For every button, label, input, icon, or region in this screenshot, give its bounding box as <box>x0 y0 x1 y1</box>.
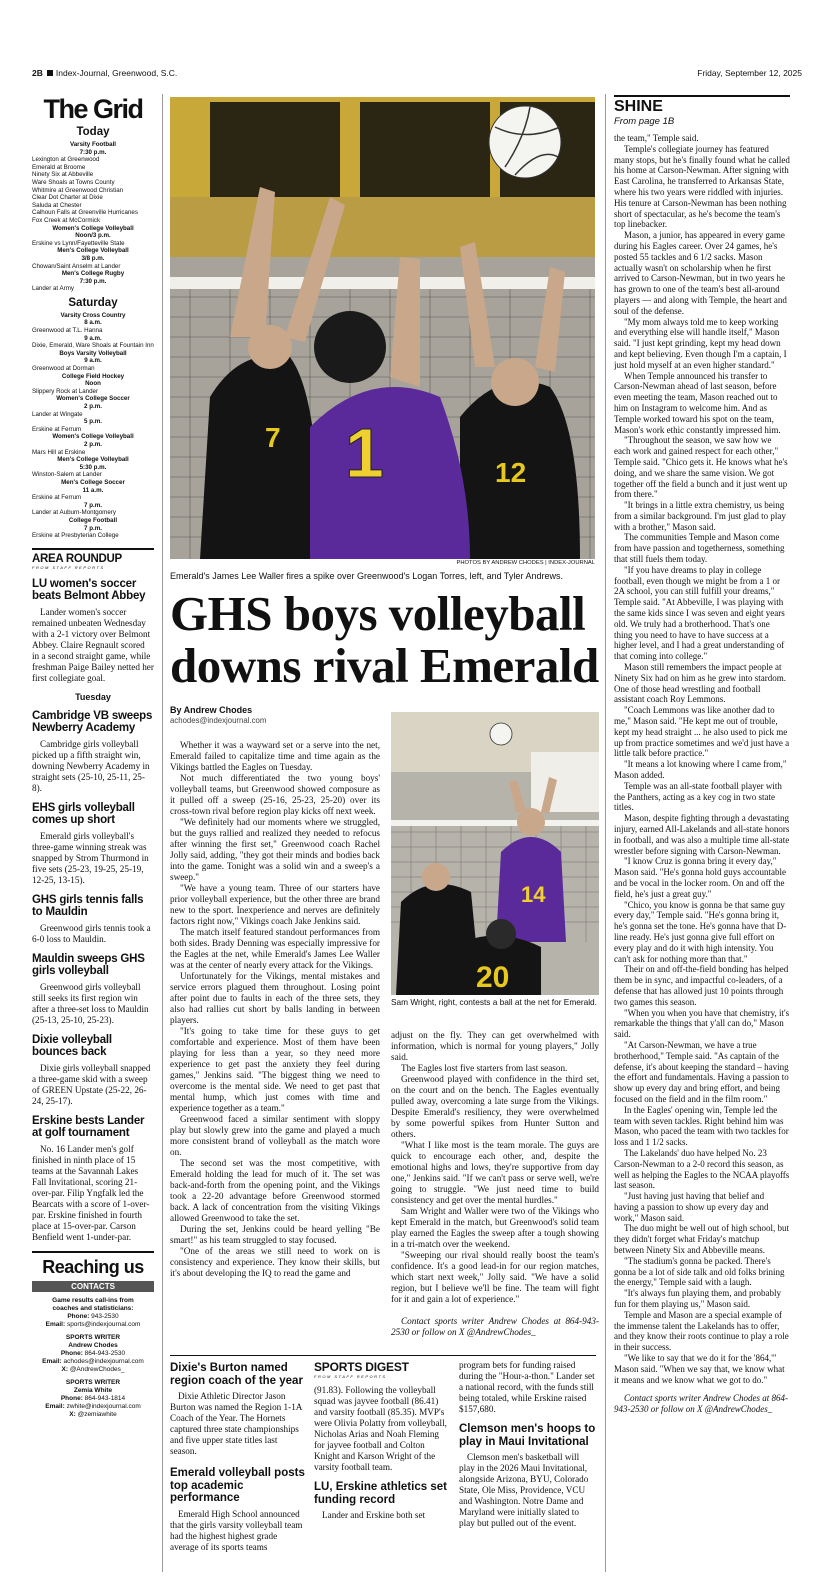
schedule-game: Lander at Wingate <box>32 410 83 418</box>
article-paragraph: Unfortunately for the Vikings, mental mistakes and service errors plagued them throughout. Losing point after point due to faults in each of the three sets, they also had rallies cut short by balls landing in between players. <box>170 971 380 1025</box>
schedule-time: 5 p.m. <box>84 418 102 426</box>
schedule-time: 2 p.m. <box>84 403 102 410</box>
shine-paragraph: The communities Temple and Mason come from have passion and togetherness, something that still fuels them today. <box>614 532 785 565</box>
roundup-headline: GHS girls tennis falls to Mauldin <box>32 893 144 919</box>
article-paragraph: adjust on the fly. They can get overwhelmed with information, which is normal for young players," Jolly said. <box>391 1030 599 1062</box>
contact-general <box>32 1297 154 1329</box>
shine-paragraph: Mason, a junior, has appeared in every game during his Eagles career. Over 24 games, he's posted 55 tackles and 6 1/2 sacks. Mason actually wasn't on scholarship when he first arrived to Carson-Newman, but in two years he has grown to one of the team's best all-around players — and along with Temple, the heart and soul of the defense. <box>614 230 787 316</box>
roundup-item <box>32 578 154 684</box>
left-column <box>32 94 154 1574</box>
sports-digest-title: SPORTS DIGEST <box>314 1360 409 1374</box>
x-label: X: <box>61 1365 68 1373</box>
shine-jump-article <box>614 95 790 1575</box>
email-label: Email: <box>42 1357 62 1365</box>
schedule-time: 7 p.m. <box>84 524 102 532</box>
svg-text:7: 7 <box>265 422 281 453</box>
contact-line: coaches and statisticians: <box>52 1304 134 1312</box>
schedule-game: Greenwood at T.L. Hanna <box>32 327 103 335</box>
schedule-game: Saluda at Chester <box>32 201 82 209</box>
schedule-time: 7:30 p.m. <box>79 277 107 285</box>
square-icon <box>47 70 53 76</box>
column-rule <box>162 94 163 1572</box>
grid-title: The Grid <box>43 94 143 124</box>
shine-signoff: Contact sports writer Andrew Chodes at 864-943-2530 or follow on X @AndrewChodes_ <box>614 1393 789 1415</box>
writer-email[interactable]: achodes@indexjournal.com <box>63 1357 144 1365</box>
schedule-game: Erskine vs Lynn/Fayetteville State <box>32 239 125 247</box>
brief-body: Dixie Athletic Director Jason Burton was named the Region 1-1A Coach of the Year. The Hornets captured three state championships and five upper state titles last season. <box>170 1391 302 1456</box>
column-rule <box>605 94 606 1572</box>
schedule-game: Fox Creek at McCormick <box>32 216 101 224</box>
schedule-time: 7:30 p.m. <box>79 148 107 156</box>
article-paragraph: Sam Wright and Waller were two of the Vikings who kept Emerald in the match, but Greenwood's solid team play earned the Eagles the sweep after a tough showing in a tri-match over the weekend. <box>391 1206 599 1249</box>
schedule-today <box>32 141 154 293</box>
page-date: Friday, September 12, 2025 <box>697 68 802 78</box>
contact-email[interactable]: sports@indexjournal.com <box>66 1320 141 1328</box>
phone-label: Phone: <box>60 1349 83 1357</box>
schedule-time: 2 p.m. <box>84 440 102 448</box>
article-paragraph: "One of the areas we still need to work on is consistency and experience. They know their skills, but it's about developing the IQ to read the game and <box>170 1246 380 1278</box>
main-photo <box>170 97 595 559</box>
schedule-time: Noon/3 p.m. <box>75 232 111 240</box>
phone-label: Phone: <box>60 1394 83 1402</box>
schedule-time: 8 a.m. <box>84 319 102 327</box>
article-paragraph: The Eagles lost five starters from last season. <box>401 1063 568 1073</box>
shine-paragraph: "When you when you have that chemistry, it's remarkable the things that y'all can do," Mason said. <box>614 1007 790 1040</box>
shine-paragraph: Their on and off-the-field bonding has helped them be in sync, and impactful co-leaders, of a defense that has allowed just 10 points through two games this season. <box>614 964 789 1007</box>
article-paragraph: "We have a young team. Three of our starters have prior volleyball experience, but the other three are brand new to the sport. Inexperience and nerves are definitely factors right now," Vikings coach Jake Jenkins said. <box>170 883 380 926</box>
contact-writer <box>32 1334 154 1374</box>
grid-today-label: Today <box>76 126 110 138</box>
shine-paragraph: "The stadium's gonna be packed. There's gonna be a lot of side talk and old folks brining the energy," Temple said with a laugh. <box>614 1255 785 1288</box>
writer-x-handle[interactable]: @AndrewChodes_ <box>69 1365 125 1373</box>
schedule-game: Lexington at Greenwood <box>32 156 100 164</box>
roundup-body: Lander women's soccer remained unbeaten Wednesday with a 2-1 victory over Belmont Abbey. Claire Regnault scored in a second straight game, while freshman Paige Bailey netted her first collegiate goal. <box>32 606 154 683</box>
page-number: 2B <box>32 68 43 78</box>
roundup-body: No. 16 Lander men's golf finished in ninth place of 15 teams at the Savannah Lakes Fall Invitational, scoring 21-over-par. Filip Yngfalk led the Bearcats with a score of 1-over-par. Erskine finished in fourth place at 15-over-par. Carson Benfield went 1-under-par. <box>32 1143 150 1242</box>
shine-paragraph: "Just having just having that belief and having a passion to show up every day and work," Mason said. <box>614 1191 769 1223</box>
secondary-photo <box>391 712 599 995</box>
brief-headline: Emerald volleyball posts top academic performance <box>170 1467 305 1504</box>
volleyball-spike-photo <box>170 97 595 559</box>
article-signoff: Contact sports writer Andrew Chodes at 864-943-2530 or follow on X @AndrewChodes_ <box>391 1316 599 1337</box>
schedule-game: Whitmire at Greenwood Christian <box>32 186 124 194</box>
shine-paragraph: In the Eagles' opening win, Temple led the team with seven tackles. Right behind him was Mason, who paced the team with two tackles for loss and 1 1/2 sacks. <box>614 1104 789 1148</box>
brief-headline: LU, Erskine athletics set funding record <box>314 1481 447 1506</box>
schedule-game: Erskine at Ferrum <box>32 494 82 502</box>
schedule-game: Ninety Six at Abbeville <box>32 171 94 179</box>
roundup-body: Emerald girls volleyball's three-game winning streak was snapped by Strom Thurmond in five sets (25-23, 19-25, 25-19, 12-25, 13-15). <box>32 830 149 885</box>
schedule-game: Chowan/Saint Anselm at Lander <box>32 262 121 270</box>
shine-paragraph: "I know Cruz is gonna bring it every day," Mason said. "He's gonna hold guys accountable and be vocal in the locker room. On and off the field, he's just a great guy." <box>614 856 787 899</box>
schedule-game: Clear Dot Charter at Dixie <box>32 194 103 202</box>
roundup-item <box>32 894 154 945</box>
shine-paragraph: "Coach Lemmons was like another dad to me," Mason said. "He kept me out of trouble, kept my head straight ... he also used to pick me up from practice sometimes and we'd just have a little talk before practice." <box>614 705 790 759</box>
roundup-headline: Mauldin sweeps GHS girls volleyball <box>32 952 145 978</box>
roundup-headline: Erskine bests Lander at golf tournament <box>32 1114 145 1140</box>
reaching-us <box>32 1251 154 1419</box>
brief-body: Lander and Erskine both set <box>322 1510 426 1520</box>
svg-text:14: 14 <box>521 882 546 907</box>
writer-name: Andrew Chodes <box>68 1341 118 1349</box>
writer-x-handle[interactable]: @zemiawhite <box>77 1410 117 1418</box>
grid-saturday-label: Saturday <box>68 296 118 309</box>
roundup-item <box>32 802 154 886</box>
brief-body: program bets for funding raised during the "Hour-a-thon." Lander set a national record, with the funds still being totaled, while Erskine raised $157,680. <box>459 1360 595 1414</box>
shine-paragraph: Temple and Mason are a special example of the immense talent the Lakelands has to offer, and they know their roots continue to play a role in their success. <box>614 1309 789 1353</box>
schedule-game: Lander at Army <box>32 285 74 293</box>
contacts-bar: CONTACTS <box>32 1281 154 1292</box>
schedule-game: Mars Hill at Erskine <box>32 448 86 456</box>
digest-column-3 <box>459 1360 596 1575</box>
brief-body: Clemson men's basketball will play in the 2026 Maui Invitational, alongside Arizona, BYU, Colorado State, Ole Miss, Providence, VCU and Washington. Notre Dame and Maryland were initially slated to play but pulled out of the event. <box>459 1452 589 1528</box>
article-paragraph: Whether it was a wayward set or a serve into the net, Emerald failed to capitalize time and time again as the Vikings battled the Eagles on Tuesday. <box>170 740 380 772</box>
shine-jump-label: From page 1B <box>614 116 675 127</box>
volleyball-net-photo <box>391 712 599 995</box>
shine-paragraph: The duo might be well out of high school, but they didn't forget what Friday's matchup between Ninety Six and Abbeville means. <box>614 1223 789 1256</box>
shine-body <box>614 133 790 1385</box>
sports-digest-subtitle: FROM STAFF REPORTS <box>314 1374 387 1379</box>
schedule-sport: Men's College Rugby <box>61 270 125 278</box>
schedule-sport: Men's College Volleyball <box>57 247 129 255</box>
roundup-body: Greenwood girls tennis took a 6-0 loss to Mauldin. <box>32 922 151 944</box>
shine-paragraph: "Throughout the season, we saw how we each work and gained respect for each other," Temple said. "Chico gets it. He knows what he's doing, and we share the same vision. We got together off the field a bunch and it just went up from there." <box>614 435 788 500</box>
shine-paragraph: "Chico, you know is gonna be that same guy every day," Temple said. "He's gonna bring it, he's gonna set the tone. He's gonna have that D-line ready. He's just gonna give full effort on every play and do it with high intensity. You can't ask for nothing more than that." <box>614 899 787 964</box>
shine-paragraph: "It's always fun playing them, and probably fun for them playing us," Mason said. <box>614 1288 782 1310</box>
paper-name: Index-Journal, Greenwood, S.C. <box>55 68 178 78</box>
schedule-time: 11 a.m. <box>82 486 104 494</box>
schedule-sport: Boys Varsity Volleyball <box>59 349 127 357</box>
schedule-game: Emerald at Broome <box>32 163 86 171</box>
writer-role: SPORTS WRITER <box>65 1378 121 1386</box>
article-paragraph: Greenwood faced a similar sentiment with sloppy play but slowly grew into the game and played a much more consistent brand of volleyball as the match wore on. <box>170 1114 380 1157</box>
article-paragraph: "It's going to take time for these guys to get comfortable and experience. Most of them have been playing for less than a year, so they need more experience to get past the anxiety they feel during games," Jenkins said. "The biggest thing we need to overcome is the mental side. We need to get past that mental hump, which just comes with time and experience together as a team." <box>170 1026 380 1113</box>
roundup-headline: Dixie volleyball bounces back <box>32 1033 112 1059</box>
area-roundup-subtitle: FROM STAFF REPORTS <box>32 564 105 570</box>
schedule-game: Ware Shoals at Towns County <box>32 178 115 186</box>
area-roundup-header <box>32 548 154 570</box>
page-header <box>32 68 802 80</box>
article-paragraph: "What I like most is the team morale. The guys are quick to encourage each other, and, despite the emotional highs and lows, they're supportive from day one," Jenkins said. "If we can't pass or serve well, we're going to struggle. "We just need time to build consistency and get over the mental hurdles." <box>391 1140 599 1205</box>
roundup-item <box>32 1034 154 1107</box>
shine-paragraph: the team," Temple said. <box>614 133 699 143</box>
digest-column-1 <box>170 1360 305 1575</box>
area-roundup-title: AREA ROUNDUP <box>32 552 122 565</box>
shine-paragraph: The Lakelands' duo have helped No. 23 Carson-Newman to a 2-0 record this season, as well as helping the Eagles to the NCAA playoffs last season. <box>614 1147 790 1191</box>
svg-text:1: 1 <box>345 414 384 492</box>
article-paragraph: The match itself featured standout performances from both sides. Brady Denning was especially impressive for the Eagles at the net, while Emerald's James Lee Waller was at the center of nearly every attack for the Vikings. <box>170 927 380 970</box>
schedule-sport: Men's College Soccer <box>61 478 125 486</box>
schedule-sport: Men's College Volleyball <box>57 456 129 464</box>
roundup-body: Cambridge girls volleyball picked up a fifth straight win, downing Newberry Academy in straight sets (25-10, 25-11, 25-8). <box>32 738 150 793</box>
shine-paragraph: When Temple announced his transfer to Carson-Newman ahead of last season, before even meeting the team, Mason reached out to him on Instagram to welcome him. And as Temple worked toward his spot on the team, Mason's work ethic constantly impressed him. <box>614 370 781 435</box>
schedule-time: Noon <box>85 380 101 388</box>
article-paragraph: Not much differentiated the two young boys' volleyball teams, but Greenwood showed composure as it pulled off a sweep (25-16, 25-23, 25-20) over its cross-town rival before region play kicks off next week. <box>170 773 380 816</box>
shine-paragraph: "If you have dreams to play in college football, even though we might be from a 1 or 2A school, you can still fulfill your dreams," Temple said. "At Abbeville, I was playing with the same kids since I was seven and eight years old. We truly had a brotherhood. That's one thing you need to have to have success at a higher level, and I had a great understanding of that coming into college." <box>614 564 785 662</box>
shine-paragraph: "At Carson-Newman, we have a true brotherhood," Temple said. "As captain of the defense, it's about keeping the standard – having the effort and fundamentals. Having a passion to show up every day and bring effort, and being focused on the field and in the film room." <box>614 1039 789 1104</box>
schedule-time: 5:30 p.m. <box>79 463 107 471</box>
photo-caption: Emerald's James Lee Waller fires a spike over Greenwood's Logan Torres, left, and Tyler Andrews. <box>170 571 563 581</box>
article-paragraph: "Sweeping our rival should really boost the team's confidence. It's a good lead-in for our region matches, which start next week," Jolly said. "We have a solid region, but I believe we'll be fine. The team will fight for it and gain a lot of experience." <box>391 1250 599 1304</box>
schedule-sport: Varsity Football <box>69 141 117 148</box>
photo-credit: PHOTOS BY ANDREW CHODES | INDEX-JOURNAL <box>456 560 595 566</box>
contact-phone: 943-2530 <box>91 1312 119 1320</box>
article-paragraph: The second set was the most competitive, with Emerald holding the lead for much of it. The set was back-and-forth from the opening point, and the Vikings took a 22-20 advantage before Greenwood stormed back. A lack of concentration from the visiting Vikings allowed Greenwood to take the set. <box>170 1158 380 1223</box>
article-paragraph: Greenwood played with confidence in the third set, on the court and on the bench. The Eagles eventually pulled away, overcoming a late surge from the Vikings. Despite Emerald's resiliency, they were overwhelmed by some powerful spikes from Hunter Sutton and others. <box>391 1074 599 1139</box>
x-label: X: <box>69 1410 76 1418</box>
roundup-body: Greenwood girls volleyball still seeks its first region win after a three-set loss to Mauldin (25-13, 25-10, 25-23). <box>32 981 149 1025</box>
schedule-time: 3/8 p.m. <box>81 254 105 262</box>
schedule-game: Greenwood at Dorman <box>32 365 95 373</box>
schedule-sport: College Football <box>68 516 118 524</box>
brief-headline: Dixie's Burton named region coach of the year <box>170 1362 303 1387</box>
schedule-game: Erskine at Ferrum <box>32 425 82 433</box>
roundup-body: Dixie girls volleyball snapped a three-game skid with a sweep of GREEN Upstate (25-22, 26-24, 25-17). <box>32 1062 151 1106</box>
byline-author: By Andrew Chodes <box>170 705 253 715</box>
roundup-item <box>32 710 154 794</box>
schedule-time: 7 p.m. <box>84 501 102 509</box>
roundup-headline: LU women's soccer beats Belmont Abbey <box>32 577 146 603</box>
brief-body: Emerald High School announced that the girls varsity volleyball team had the highest highest grade average of its sports teams <box>170 1508 303 1552</box>
svg-text:12: 12 <box>495 457 527 488</box>
shine-paragraph: Temple was an all-state football player with the Panthers, acting as a key cog in two state titles. <box>614 780 782 813</box>
byline <box>170 705 380 725</box>
phone-label: Phone: <box>67 1312 90 1320</box>
shine-paragraph: "It brings in a little extra chemistry, us being from a similar background. I'm just glad to play with a brother," Mason said. <box>614 500 786 532</box>
brief-headline: Clemson men's hoops to play in Maui Invitational <box>459 1423 596 1448</box>
contact-line: Game results call-ins from <box>52 1296 134 1304</box>
reaching-us-title: Reaching us <box>42 1256 144 1277</box>
schedule-sport: Varsity Cross Country <box>60 311 126 319</box>
schedule-game: Slippery Rock at Lander <box>32 387 99 395</box>
schedule-time: 9 a.m. <box>84 357 102 365</box>
writer-name: Zemia White <box>73 1386 113 1394</box>
email-label: Email: <box>45 1402 65 1410</box>
contact-writer <box>32 1379 154 1419</box>
schedule-game: Erskine at Presbyterian College <box>32 532 119 540</box>
schedule-time: 9 a.m. <box>84 334 102 342</box>
email-label: Email: <box>45 1320 66 1328</box>
shine-paragraph: "My mom always told me to keep working and everything else will handle itself," Mason said. "I just kept grinding, kept my head down and kept believing. Even though I'm a captain, I just hold myself at an even higher standard." <box>614 316 787 370</box>
schedule-saturday <box>32 312 154 540</box>
shine-paragraph: "We like to say that we do it for the '864,'" Mason said. "When we say that, we know what it means and we know what we got to do." <box>614 1353 785 1385</box>
photo-caption: Sam Wright, right, contests a ball at the net for Emerald. <box>391 997 597 1007</box>
shine-paragraph: Mason, despite fighting through a devastating injury, earned All-Lakelands and all-state honors in football, and was also a multiple time all-state wrestler before signing with Carson-Newman. <box>614 813 790 856</box>
shine-paragraph: "It means a lot knowing where I came from," Mason added. <box>614 759 787 781</box>
brief-body: (91.83). Following the volleyball squad was jayvee football (86.41) and varsity football (85.35). MVP's were Olivia Polatty from volleyball, Nicholas Arias and Noah Fleming for jayvee football and Colton Knight and Karson Wright of the varsity football team. <box>314 1385 447 1472</box>
digest-column-2 <box>314 1360 449 1575</box>
writer-email[interactable]: zwhite@indexjournal.com <box>66 1402 141 1410</box>
writer-role: SPORTS WRITER <box>65 1333 121 1341</box>
digest-rule <box>170 1355 596 1356</box>
schedule-game: Lander at Auburn-Montgomery <box>32 509 116 517</box>
schedule-sport: College Field Hockey <box>61 372 125 380</box>
roundup-headline: EHS girls volleyball comes up short <box>32 801 135 827</box>
writer-phone: 864-943-1814 <box>84 1394 126 1402</box>
article-column-2 <box>391 1030 599 1348</box>
byline-email[interactable]: achodes@indexjournal.com <box>170 716 267 725</box>
schedule-game: Calhoun Falls at Greenville Hurricanes <box>32 209 138 217</box>
svg-text:20: 20 <box>476 961 510 994</box>
shine-title: SHINE <box>614 95 790 116</box>
writer-phone: 864-943-2530 <box>84 1349 126 1357</box>
article-paragraph: "We definitely had our moments where we struggled, but the guys rallied and realized they needed to refocus after winning the first set," Greenwood coach Rachel Jolly said, adding, "they got their minds and bodies back into the game. Tonight was a solid win and a sweep's a sweep." <box>170 817 380 882</box>
article-headline: GHS boys volleyball downs rival Emerald <box>170 586 599 693</box>
schedule-sport: Women's College Soccer <box>56 395 130 403</box>
schedule-sport: Women's College Volleyball <box>52 224 134 232</box>
shine-paragraph: Temple's collegiate journey has featured many stops, but he's finally found what he called his home at Carson-Newman. After signing with East Carolina, he transferred to Arkansas State, where his two years were riddled with injuries. His tenure at Carson-Newman has been nothing short of spectacular, as he's become the team's top linebacker. <box>614 143 790 230</box>
roundup-day-label: Tuesday <box>75 691 111 702</box>
schedule-sport: Women's College Volleyball <box>52 433 134 441</box>
article-paragraph: During the set, Jenkins could be heard yelling "Be smart!" as his team struggled to stay focused. <box>170 1224 380 1245</box>
roundup-item <box>32 953 154 1026</box>
schedule-game: Winston-Salem at Lander <box>32 471 102 479</box>
article-column-1 <box>170 740 380 1348</box>
schedule-game: Dixie, Emerald, Ware Shoals at Fountain Inn <box>32 342 154 350</box>
roundup-item <box>32 1115 154 1243</box>
shine-paragraph: Mason still remembers the impact people at Ninety Six had on him as he grew into stardom. One of those head wrestling and football assistant coach Roy Lemmons. <box>614 662 786 705</box>
roundup-headline: Cambridge VB sweeps Newberry Academy <box>32 709 153 735</box>
